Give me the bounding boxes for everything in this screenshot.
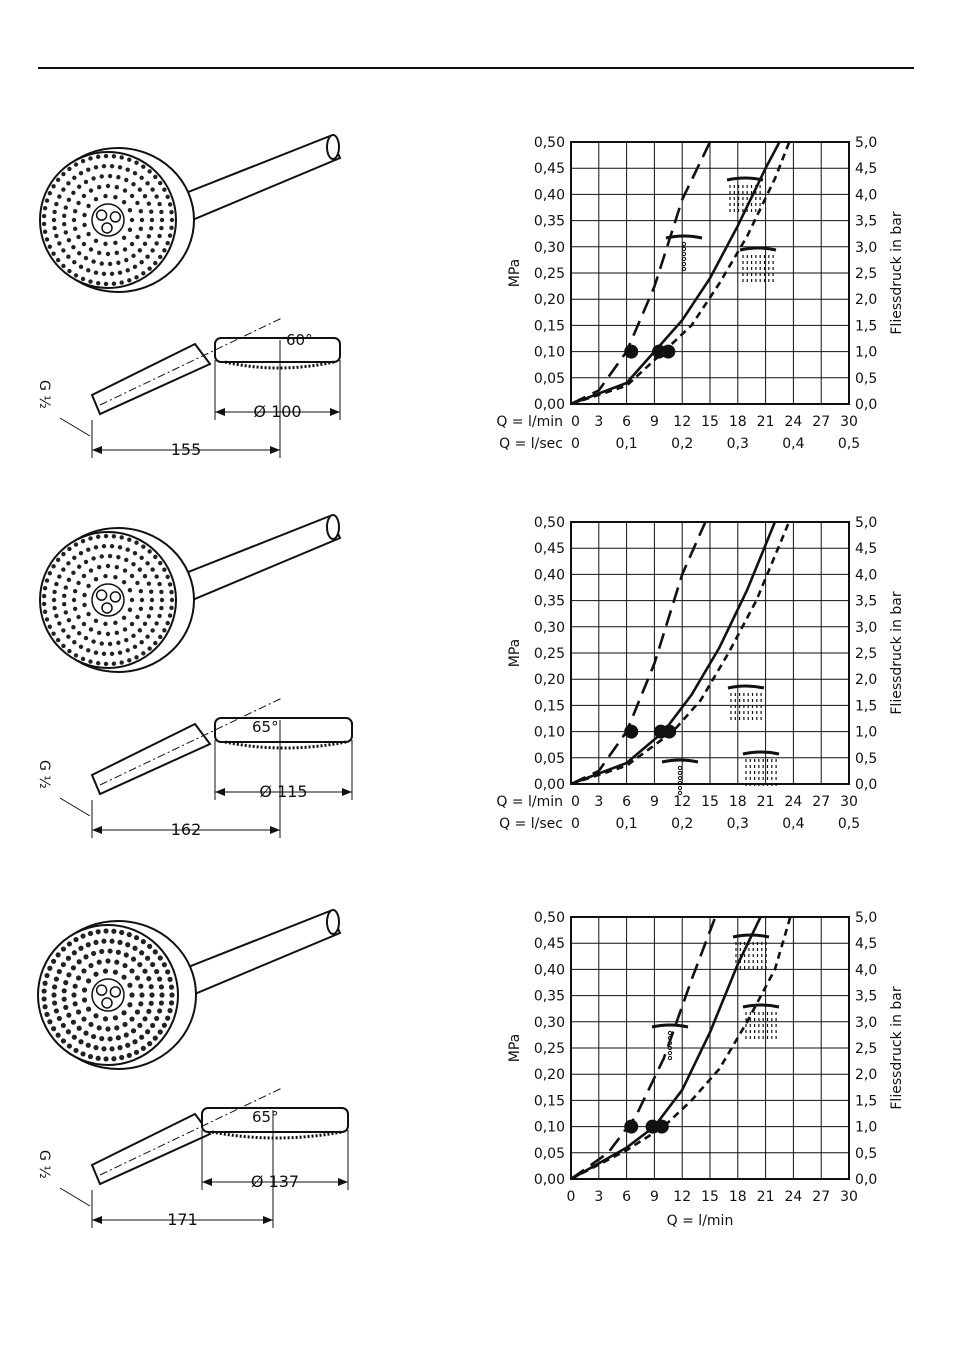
x-tick-label: 15 — [701, 1189, 719, 1205]
angle-label: 65° — [252, 1108, 279, 1126]
center-jet-shape — [97, 985, 107, 995]
y-tick-label-left: 0,10 — [533, 724, 565, 741]
side-handle-shape — [92, 344, 210, 414]
y-tick-label-left: 0,05 — [533, 750, 565, 767]
x-tick-label: 6 — [622, 1189, 632, 1205]
x-tick-label: 9 — [649, 1189, 659, 1205]
center-jet-shape — [110, 592, 120, 602]
y-tick-label-left: 0,40 — [533, 567, 565, 584]
x-tick-label: 12 — [673, 794, 692, 810]
x-tick-label: 24 — [784, 414, 803, 430]
shower-illustration — [38, 910, 340, 1069]
y-tick-label-right: 2,0 — [855, 1067, 878, 1084]
side-handle-shape — [92, 1114, 210, 1184]
y-tick-label-right: 0,5 — [855, 1145, 878, 1162]
y-tick-label-left: 0,25 — [533, 266, 565, 282]
x-tick-label: 24 — [784, 1189, 803, 1205]
y-axis-label-left: MPa — [507, 258, 523, 288]
product-panel — [0, 500, 953, 900]
x-tick-label: 12 — [673, 1189, 692, 1205]
x-tick-label: 0,4 — [782, 816, 805, 832]
thread-label: G ½ — [36, 380, 52, 409]
y-tick-label-right: 2,0 — [855, 672, 878, 689]
shower-illustration — [40, 515, 340, 672]
side-head-shape — [215, 718, 352, 742]
product-panel — [0, 120, 953, 520]
x-tick-label: 3 — [594, 794, 604, 810]
y-tick-label-right: 2,0 — [855, 292, 878, 309]
y-axis-label-left: MPa — [507, 638, 523, 668]
center-jet-shape — [102, 603, 112, 613]
side-view — [36, 1088, 348, 1229]
product-panel — [0, 895, 953, 1295]
x-tick-label: 27 — [812, 1189, 831, 1205]
y-tick-label-left: 0,20 — [533, 672, 565, 689]
x-tick-label: 0,1 — [615, 436, 638, 452]
y-tick-label-right: 5,0 — [855, 135, 878, 151]
x-tick-label: 18 — [728, 414, 747, 430]
spray-mode-icon — [743, 752, 779, 786]
y-tick-label-right: 3,0 — [855, 239, 878, 256]
y-tick-label-right: 1,0 — [855, 344, 878, 361]
y-axis-label-left: MPa — [507, 1033, 523, 1063]
spray-mode-icon — [662, 760, 698, 795]
x-tick-label: 0,2 — [671, 436, 694, 452]
y-tick-label-right: 0,0 — [855, 777, 878, 793]
y-tick-label-right: 4,5 — [855, 936, 878, 953]
y-tick-label-left: 0,25 — [533, 646, 565, 662]
y-tick-label-right: 2,5 — [855, 266, 878, 282]
panel-canvas — [0, 500, 953, 900]
operating-point-marker — [661, 345, 675, 359]
y-tick-label-left: 0,00 — [533, 397, 565, 413]
y-tick-label-right: 5,0 — [855, 515, 878, 531]
operating-point-marker — [624, 345, 638, 359]
handle-end-shape — [327, 910, 339, 934]
x-tick-label: 0 — [571, 816, 580, 832]
x-tick-label: 6 — [622, 414, 632, 430]
spray-mode-icon — [728, 686, 764, 720]
y-tick-label-left: 0,35 — [533, 213, 565, 230]
y-tick-label-left: 0,30 — [533, 1014, 565, 1031]
y-tick-label-left: 0,50 — [533, 515, 565, 531]
pressure-flow-chart — [496, 116, 905, 452]
y-tick-label-right: 5,0 — [855, 910, 878, 926]
handle-end-shape — [327, 515, 339, 539]
chart-grid — [571, 142, 849, 404]
y-tick-label-left: 0,20 — [533, 292, 565, 309]
y-axis-label-right: Fliessdruck in bar — [889, 986, 905, 1110]
x-tick-label: 0 — [566, 1189, 576, 1205]
center-jet-shape — [97, 210, 107, 220]
y-tick-label-left: 0,35 — [533, 593, 565, 610]
x-tick-label: 18 — [728, 794, 747, 810]
operating-point-marker — [655, 1120, 669, 1134]
x-tick-label: 21 — [756, 794, 775, 810]
x-axis-label: Q = l/sec — [499, 816, 563, 832]
series-line-long-dash — [571, 512, 710, 785]
x-tick-label: 0 — [571, 414, 580, 430]
operating-point-marker — [624, 725, 638, 739]
center-jet-shape — [110, 987, 120, 997]
y-tick-label-left: 0,25 — [533, 1041, 565, 1057]
diameter-label: Ø 100 — [253, 402, 302, 421]
center-jet-shape — [102, 998, 112, 1008]
y-tick-label-right: 4,0 — [855, 962, 878, 979]
y-tick-label-right: 4,0 — [855, 567, 878, 584]
x-tick-label: 9 — [649, 414, 659, 430]
y-tick-label-left: 0,30 — [533, 619, 565, 636]
angle-label: 65° — [252, 718, 279, 736]
x-tick-label: 6 — [622, 794, 632, 810]
x-tick-label: 12 — [673, 414, 692, 430]
shower-illustration — [40, 135, 340, 292]
y-tick-label-right: 3,0 — [855, 619, 878, 636]
y-tick-label-left: 0,00 — [533, 1172, 565, 1188]
chart-grid — [571, 522, 849, 784]
y-tick-label-right: 4,5 — [855, 541, 878, 558]
y-tick-label-right: 3,5 — [855, 593, 878, 610]
y-tick-label-left: 0,10 — [533, 1119, 565, 1136]
thread-leader-line — [60, 1188, 90, 1206]
angle-label: 60° — [286, 331, 313, 349]
x-tick-label: 9 — [649, 794, 659, 810]
y-tick-label-left: 0,10 — [533, 344, 565, 361]
spray-mode-icon — [666, 236, 702, 271]
header-rule — [38, 67, 914, 69]
x-axis-label: Q = l/min — [496, 414, 563, 430]
y-tick-label-right: 2,5 — [855, 646, 878, 662]
diameter-label: Ø 115 — [259, 782, 308, 801]
y-tick-label-right: 0,5 — [855, 370, 878, 387]
y-tick-label-left: 0,50 — [533, 135, 565, 151]
x-tick-label: 24 — [784, 794, 803, 810]
x-tick-label: 21 — [756, 414, 775, 430]
x-tick-label: 0,5 — [837, 816, 861, 832]
center-jet-shape — [110, 212, 120, 222]
x-tick-label: 0,3 — [726, 436, 749, 452]
x-tick-label: 0,3 — [726, 816, 749, 832]
y-tick-label-left: 0,50 — [533, 910, 565, 926]
side-handle-shape — [92, 724, 210, 794]
y-tick-label-right: 1,5 — [855, 1093, 878, 1110]
panel-canvas — [0, 120, 953, 520]
y-tick-label-left: 0,00 — [533, 777, 565, 793]
y-tick-label-left: 0,45 — [533, 936, 565, 953]
y-axis-label-right: Fliessdruck in bar — [889, 211, 905, 335]
y-tick-label-right: 0,0 — [855, 1172, 878, 1188]
x-tick-label: 30 — [840, 414, 858, 430]
x-tick-label: 3 — [594, 1189, 604, 1205]
center-jet-shape — [97, 590, 107, 600]
length-label: 155 — [170, 440, 202, 459]
y-tick-label-right: 3,5 — [855, 213, 878, 230]
y-tick-label-right: 4,5 — [855, 161, 878, 178]
x-tick-label: 30 — [840, 794, 858, 810]
x-tick-label: 30 — [840, 1189, 858, 1205]
x-tick-label: 27 — [812, 414, 831, 430]
x-tick-label: 21 — [756, 1189, 775, 1205]
thread-label: G ½ — [36, 1150, 52, 1179]
y-tick-label-left: 0,30 — [533, 239, 565, 256]
x-tick-label: 3 — [594, 414, 604, 430]
y-tick-label-right: 0,0 — [855, 397, 878, 413]
y-tick-label-left: 0,15 — [533, 1093, 565, 1110]
x-axis-label: Q = l/sec — [499, 436, 563, 452]
y-tick-label-left: 0,40 — [533, 962, 565, 979]
y-tick-label-left: 0,15 — [533, 698, 565, 715]
y-tick-label-left: 0,45 — [533, 161, 565, 178]
y-axis-label-right: Fliessdruck in bar — [889, 591, 905, 715]
y-tick-label-right: 0,5 — [855, 750, 878, 767]
panel-canvas — [0, 895, 953, 1295]
thread-leader-line — [60, 418, 90, 436]
operating-point-marker — [624, 1120, 638, 1134]
spray-mode-icon — [740, 248, 776, 282]
handle-end-shape — [327, 135, 339, 159]
y-tick-label-left: 0,20 — [533, 1067, 565, 1084]
x-tick-label: 0,4 — [782, 436, 805, 452]
y-tick-label-left: 0,05 — [533, 1145, 565, 1162]
x-tick-label: 0,5 — [837, 436, 861, 452]
x-tick-label: 15 — [701, 414, 719, 430]
y-tick-label-right: 1,5 — [855, 698, 878, 715]
x-tick-label: 18 — [728, 1189, 747, 1205]
x-axis-label: Q = l/min — [496, 794, 563, 810]
y-tick-label-right: 1,5 — [855, 318, 878, 335]
y-tick-label-left: 0,05 — [533, 370, 565, 387]
thread-leader-line — [60, 798, 90, 816]
thread-label: G ½ — [36, 760, 52, 789]
x-tick-label: 0 — [571, 794, 580, 810]
y-tick-label-right: 3,0 — [855, 1014, 878, 1031]
x-tick-label: 0,2 — [671, 816, 694, 832]
chart-grid — [571, 917, 849, 1179]
length-label: 162 — [170, 820, 202, 839]
pressure-flow-chart — [496, 512, 905, 833]
diameter-label: Ø 137 — [250, 1172, 300, 1191]
center-jet-shape — [102, 223, 112, 233]
x-tick-label: 27 — [812, 794, 831, 810]
x-tick-label: 15 — [701, 794, 719, 810]
side-view — [36, 698, 352, 839]
y-tick-label-right: 2,5 — [855, 1041, 878, 1057]
length-label: 171 — [167, 1210, 198, 1229]
y-tick-label-right: 4,0 — [855, 187, 878, 204]
y-tick-label-right: 1,0 — [855, 724, 878, 741]
y-tick-label-left: 0,40 — [533, 187, 565, 204]
x-tick-label: 0,1 — [615, 816, 638, 832]
y-tick-label-right: 3,5 — [855, 988, 878, 1005]
y-tick-label-left: 0,35 — [533, 988, 565, 1005]
y-tick-label-right: 1,0 — [855, 1119, 878, 1136]
operating-point-marker — [662, 725, 676, 739]
pressure-flow-chart — [507, 907, 905, 1230]
side-view — [36, 318, 340, 459]
y-tick-label-left: 0,45 — [533, 541, 565, 558]
y-tick-label-left: 0,15 — [533, 318, 565, 335]
x-axis-label: Q = l/min — [666, 1213, 734, 1229]
x-tick-label: 0 — [571, 436, 580, 452]
